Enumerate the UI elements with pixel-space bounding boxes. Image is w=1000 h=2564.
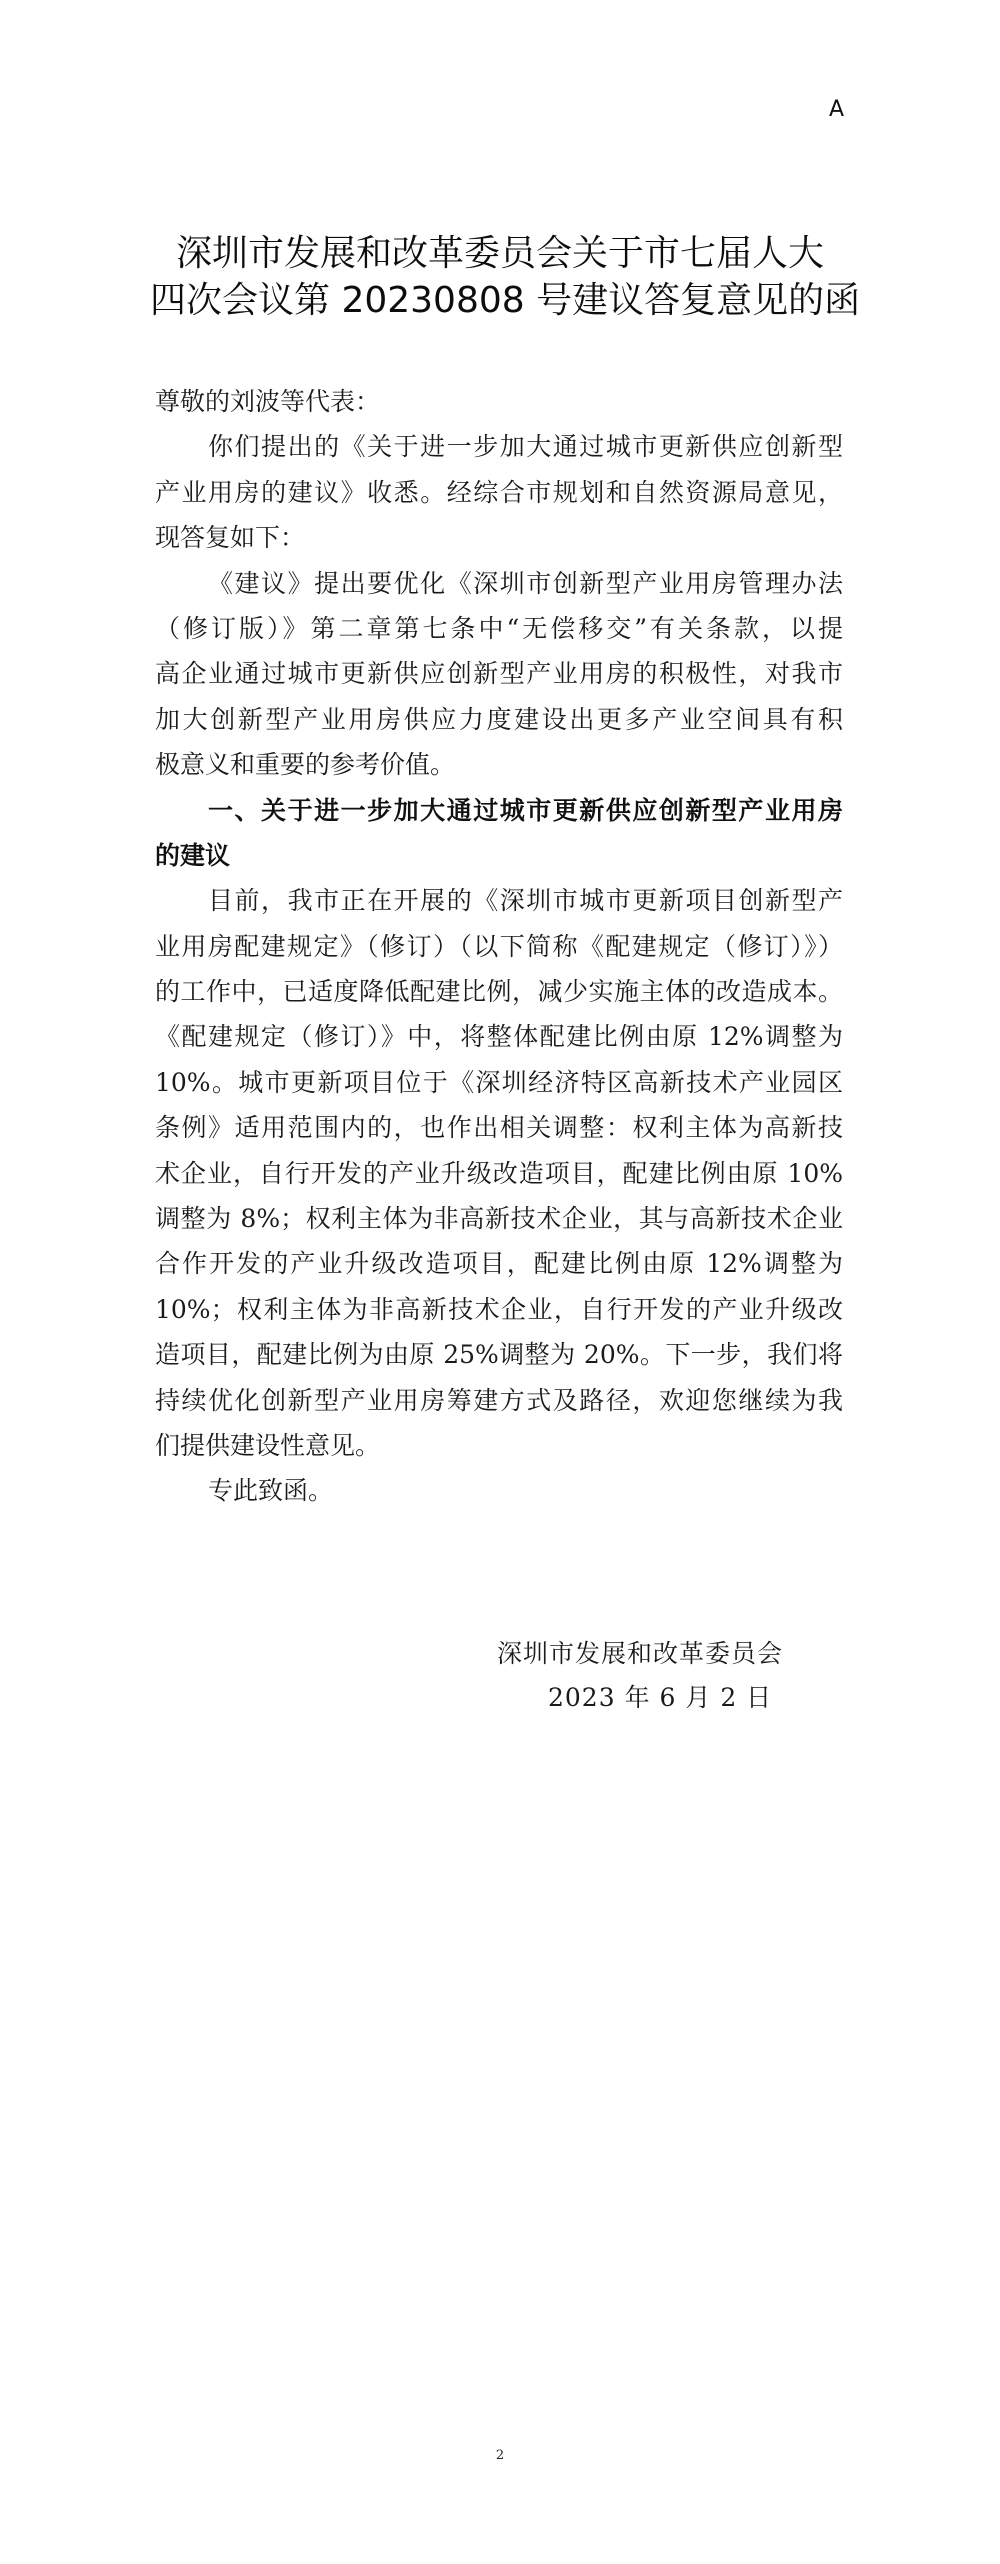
paragraph-line: 业用房配建规定》（修订）（以下简称《配建规定（修订）》）	[155, 931, 843, 961]
paragraph-line: 合作开发的产业升级改造项目，配建比例由原 12%调整为	[155, 1249, 843, 1279]
document-title	[150, 230, 861, 324]
paragraph-line: 的工作中，已适度降低配建比例，减少实施主体的改造成本。	[155, 977, 843, 1007]
paragraph-line: 《配建规定（修订）》中，将整体配建比例由原 12%调整为	[155, 1022, 843, 1052]
signature-block	[497, 1632, 797, 1720]
salutation: 尊敬的刘波等代表：	[155, 387, 381, 416]
paragraph-line: 10%。城市更新项目位于《深圳经济特区高新技术产业园区	[155, 1067, 843, 1097]
title-line-2: 四次会议第 20230808 号建议答复意见的函	[150, 280, 861, 321]
page-number: 2	[495, 2448, 505, 2463]
paragraph-line: 术企业，自行开发的产业升级改造项目，配建比例由原 10%	[155, 1158, 843, 1188]
signature-date: 2023 年 6 月 2 日	[548, 1683, 773, 1712]
paragraph-line: 目前，我市正在开展的《深圳市城市更新项目创新型产	[208, 886, 843, 916]
paragraph-line: （修订版）》第二章第七条中“无偿移交”有关条款，以提	[155, 613, 843, 643]
closing-line: 专此致函。	[208, 1476, 334, 1506]
section-heading: 一、关于进一步加大通过城市更新供应创新型产业用房	[208, 795, 843, 825]
paragraph-line: 你们提出的《关于进一步加大通过城市更新供应创新型	[208, 432, 843, 462]
paragraph-line: 《建议》提出要优化《深圳市创新型产业用房管理办法	[208, 568, 843, 598]
section-heading: 的建议	[155, 840, 231, 870]
paragraph-line: 们提供建设性意见。	[155, 1430, 381, 1460]
paragraph-line: 产业用房的建议》收悉。经综合市规划和自然资源局意见，	[155, 477, 843, 507]
paragraph-line: 造项目，配建比例为由原 25%调整为 20%。下一步，我们将	[155, 1340, 843, 1370]
paragraph-line: 持续优化创新型产业用房筹建方式及路径，欢迎您继续为我	[155, 1385, 843, 1415]
signature-organization: 深圳市发展和改革委员会	[497, 1639, 784, 1668]
corner-mark: A	[829, 97, 845, 122]
title-line-1: 深圳市发展和改革委员会关于市七届人大	[175, 233, 824, 274]
paragraph-line: 10%；权利主体为非高新技术企业，自行开发的产业升级改	[155, 1294, 843, 1324]
paragraph-line: 极意义和重要的参考价值。	[155, 750, 456, 780]
paragraph-line: 加大创新型产业用房供应力度建设出更多产业空间具有积	[155, 704, 843, 734]
paragraph-line: 高企业通过城市更新供应创新型产业用房的积极性，对我市	[155, 659, 843, 689]
paragraph-line: 现答复如下：	[155, 523, 306, 553]
paragraph-line: 调整为 8%；权利主体为非高新技术企业，其与高新技术企业	[155, 1204, 843, 1234]
paragraph-line: 条例》适用范围内的，也作出相关调整：权利主体为高新技	[155, 1113, 843, 1143]
letter-body	[155, 379, 843, 1514]
